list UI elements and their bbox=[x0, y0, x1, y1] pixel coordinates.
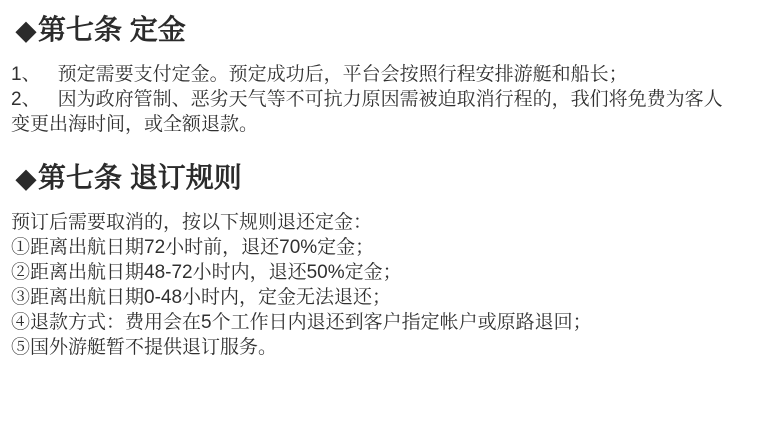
section-heading-cancellation bbox=[11, 161, 758, 195]
cancellation-rule-line-3 bbox=[11, 285, 758, 310]
cancellation-intro-line bbox=[11, 210, 758, 235]
section-heading-cancellation-label: 第七条 退订规则 bbox=[38, 162, 242, 193]
deposit-rule-text: 预定需要支付定金。预定成功后，平台会按照行程安排游艇和船长； bbox=[57, 64, 628, 85]
deposit-rule-line-2 bbox=[11, 87, 758, 112]
cancellation-rule-text: ③距离出航日期0-48小时内，定金无法退还； bbox=[11, 287, 392, 308]
section-heading-deposit-label: 第七条 定金 bbox=[38, 14, 186, 45]
cancellation-rule-text: ⑤国外游艇暂不提供退订服务。 bbox=[11, 337, 278, 358]
cancellation-rule-text: ④退款方式：费用会在5个工作日内退还到客户指定帐户或原路退回； bbox=[11, 312, 592, 333]
cancellation-rule-text: ①距离出航日期72小时前，退还70%定金； bbox=[11, 237, 375, 258]
deposit-rules-paragraph bbox=[11, 62, 758, 137]
cancellation-rule-line-4 bbox=[11, 310, 758, 335]
deposit-rule-text: 因为政府管制、恶劣天气等不可抗力原因需被迫取消行程的，我们将免费为客人 bbox=[57, 89, 723, 110]
cancellation-rule-line-2 bbox=[11, 260, 758, 285]
section-heading-deposit bbox=[11, 13, 758, 47]
cancellation-rule-line-1 bbox=[11, 235, 758, 260]
diamond-bullet-icon: ◆ bbox=[16, 15, 36, 45]
deposit-rule-line-1 bbox=[11, 62, 758, 87]
cancellation-rules-paragraph bbox=[11, 210, 758, 360]
cancellation-rule-text: 预订后需要取消的，按以下规则退还定金： bbox=[11, 212, 373, 233]
deposit-rule-text: 变更出海时间，或全额退款。 bbox=[11, 114, 259, 135]
cancellation-rule-text: ②距离出航日期48-72小时内，退还50%定金； bbox=[11, 262, 402, 283]
list-marker: 2、 bbox=[11, 89, 41, 110]
cancellation-rule-line-5 bbox=[11, 335, 758, 360]
diamond-bullet-icon: ◆ bbox=[16, 163, 36, 193]
deposit-rule-line-2-continued bbox=[11, 112, 758, 137]
list-marker: 1、 bbox=[11, 64, 41, 85]
